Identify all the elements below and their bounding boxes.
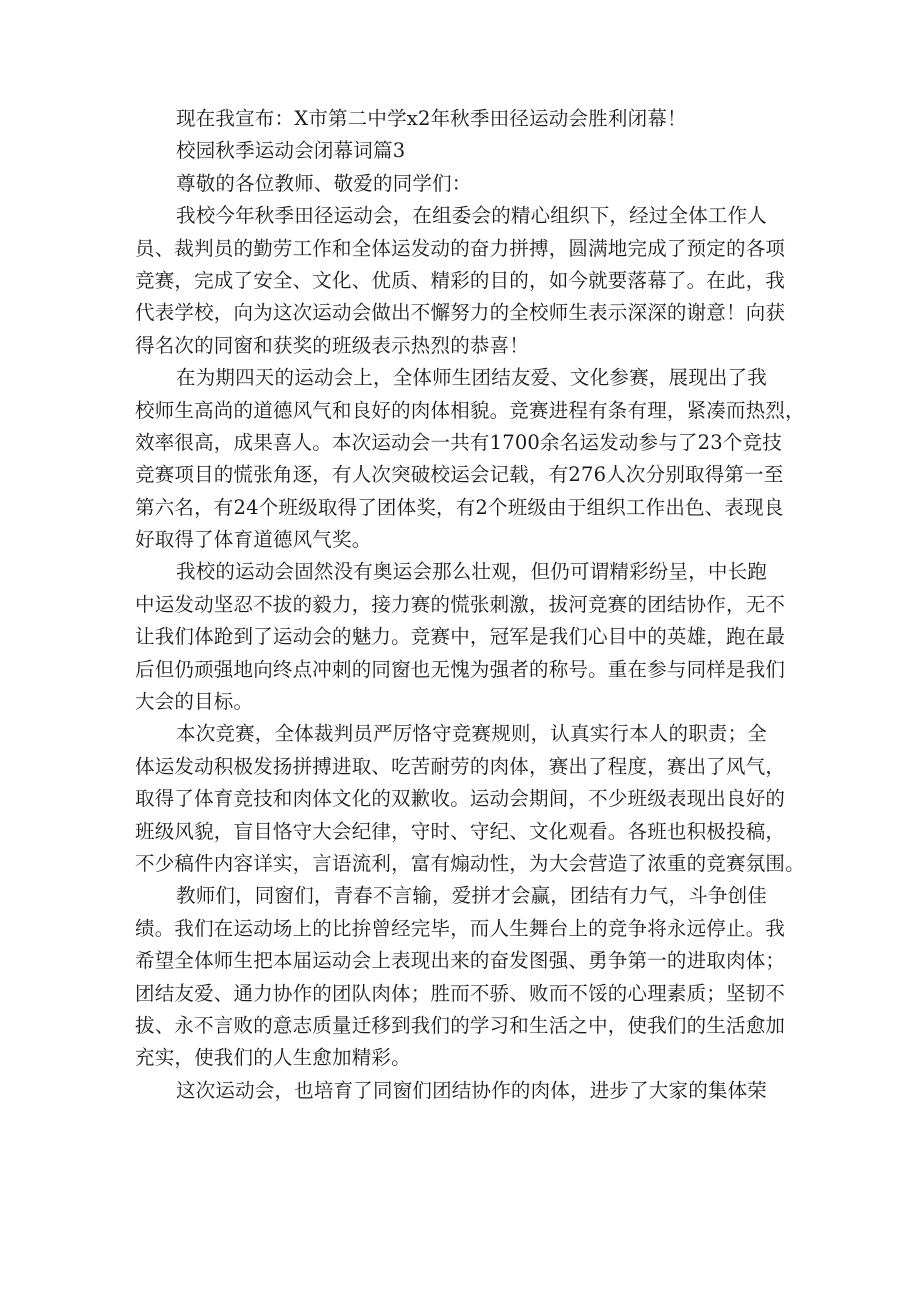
text-line: 尊敬的各位教师、敬爱的同学们： — [176, 171, 472, 195]
text-line: 我校的运动会固然没有奥运会那么壮观，但仍可谓精彩纷呈，中长跑 — [176, 560, 768, 584]
text-line: 竞赛项目的慌张角逐，有人次突破校运会记载，有276人次分别取得第一至 — [135, 463, 784, 487]
text-line: 好取得了体育道德风气奖。 — [135, 528, 372, 552]
text-line: 充实，使我们的人生愈加精彩。 — [135, 1046, 411, 1070]
text-line: 员、裁判员的勤劳工作和全体运发动的奋力拼搏，圆满地完成了预定的各项 — [135, 236, 786, 260]
text-line: 第六名，有24个班级取得了团体奖，有2个班级由于组织工作出色、表现良 — [135, 495, 784, 519]
document-body — [135, 103, 805, 1107]
text-line: 中运发动坚忍不拔的毅力，接力赛的慌张刺激，拔河竞赛的团结协作，无不 — [135, 592, 786, 616]
text-line: 效率很高，成果喜人。本次运动会一共有1700余名运发动参与了23个竞技 — [135, 430, 782, 454]
text-line: 绩。我们在运动场上的比拚曾经完毕，而人生舞台上的竞争将永远停止。我 — [135, 916, 786, 940]
text-line: 教师们，同窗们，青春不言输，爱拼才会赢，团结有力气，斗争创佳 — [176, 884, 768, 908]
text-line: 本次竞赛，全体裁判员严厉恪守竞赛规则，认真实行本人的职责；全 — [176, 722, 768, 746]
text-line: 这次运动会，也培育了同窗们团结协作的肉体，进步了大家的集体荣 — [176, 1078, 768, 1102]
text-line: 不少稿件内容详实，言语流利，富有煽动性，为大会营造了浓重的竞赛氛围。 — [135, 851, 805, 875]
text-line: 班级风貌，盲目恪守大会纪律，守时、守纪、文化观看。各班也积极投稿， — [135, 819, 786, 843]
text-line: 让我们体跄到了运动会的魅力。竞赛中，冠军是我们心目中的英雄，跑在最 — [135, 625, 786, 649]
text-line: 团结友爱、通力协作的团队肉体；胜而不骄、败而不馁的心理素质；坚韧不 — [135, 981, 786, 1005]
text-line: 得名次的同窗和获奖的班级表示热烈的恭喜！ — [135, 333, 530, 357]
text-line: 希望全体师生把本届运动会上表现出来的奋发图强、勇争第一的进取肉体； — [135, 949, 786, 973]
text-line: 大会的目标。 — [135, 690, 254, 714]
text-line: 体运发动积极发扬拼搏进取、吃苦耐劳的肉体，赛出了程度，赛出了风气， — [135, 754, 786, 778]
text-line: 后但仍顽强地向终点冲刺的同窗也无愧为强者的称号。重在参与同样是我们 — [135, 657, 786, 681]
text-line: 在为期四天的运动会上，全体师生团结友爱、文化参赛，展现出了我 — [176, 366, 768, 390]
text-line: 竞赛，完成了安全、文化、优质、精彩的目的，如今就要落幕了。在此，我 — [135, 268, 786, 292]
text-line: 我校今年秋季田径运动会，在组委会的精心组织下，经过全体工作人 — [176, 204, 768, 228]
text-line: 校园秋季运动会闭幕词篇3 — [176, 139, 406, 163]
text-line: 代表学校，向为这次运动会做出不懈努力的全校师生表示深深的谢意！向获 — [135, 301, 786, 325]
text-line: 拔、永不言败的意志质量迁移到我们的学习和生活之中，使我们的生活愈加 — [135, 1013, 786, 1037]
text-line: 取得了体育竞技和肉体文化的双歉收。运动会期间，不少班级表现出良好的 — [135, 787, 786, 811]
text-line: 校师生高尚的道德风气和良好的肉体相貌。竞赛进程有条有理，紧凑而热烈， — [135, 398, 805, 422]
text-line: 现在我宣布：X市第二中学x2年秋季田径运动会胜利闭幕！ — [176, 107, 687, 130]
